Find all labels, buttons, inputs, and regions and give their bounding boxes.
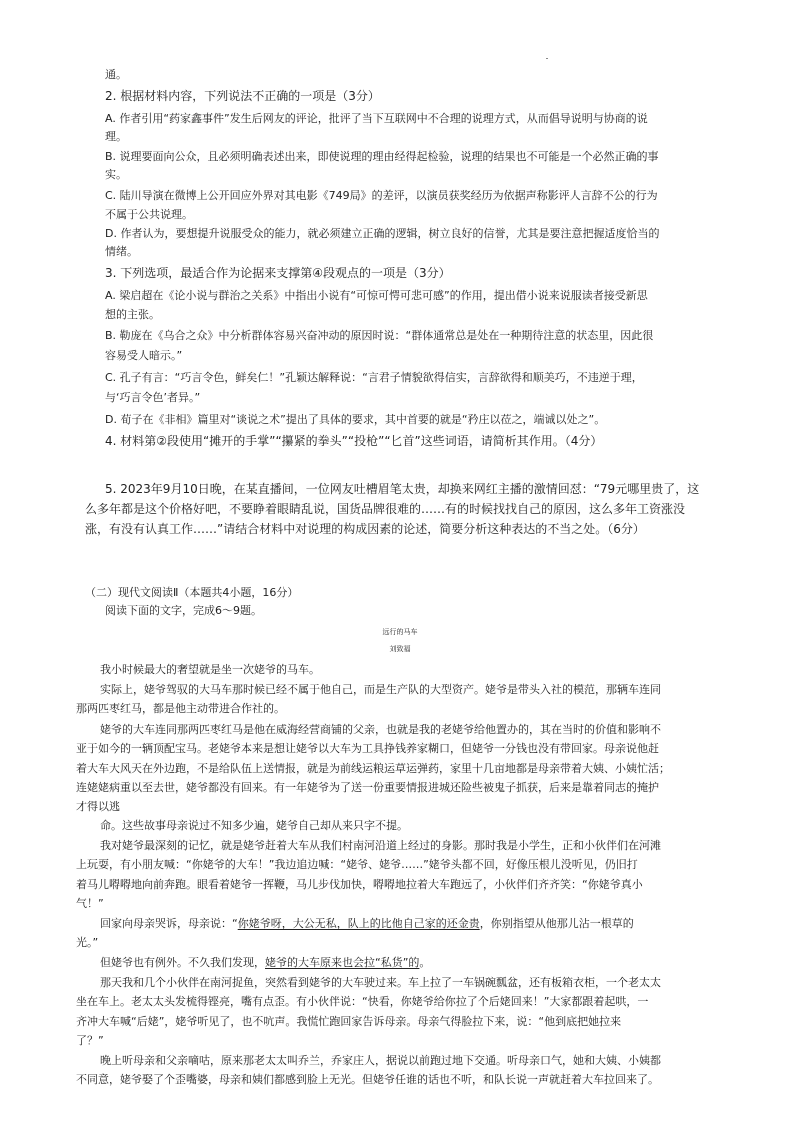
story-paragraph-8-cont: 不同意，姥爷娶了个歪嘴婆，母亲和姨们都感到脸上无光。但姥爷任谁的话也不听，和队长说一声就赶着大车拉回来了。 xyxy=(76,1073,659,1086)
story-paragraph-4-cont: 气！” xyxy=(76,897,104,910)
story-paragraph-8: 晚上听母亲和父亲嘀咕，原来那老太太叫乔兰，乔家庄人，据说以前跑过地下交通。听母亲口气，她和大姨、小姨都 xyxy=(100,1054,661,1067)
q5-line-1: 5. 2023年9月10日晚，在某直播间，一位网友吐槽眉笔太贵，却换来网红主播的激情回怼：“79元哪里贵了，这 xyxy=(105,482,700,496)
q2-option-c-cont: 不属于公共说理。 xyxy=(105,208,193,221)
q3-option-c: C. 孔子有言：“巧言令色，鲜矣仁！”孔颖达解释说：“言君子情貌欲得信实，言辞欲得和顺美巧，不违逆于理， xyxy=(105,371,643,384)
story-paragraph-3-cont: 才得以逃 xyxy=(76,800,120,813)
section-instruction: 阅读下面的文字，完成6～9题。 xyxy=(105,604,262,617)
story-paragraph-4: 我对姥爷最深刻的记忆，就是姥爷赶着大车从我们村南河沿道上经过的身影。那时我是小学生，正和小伙伴们在河滩 xyxy=(100,839,661,852)
story-paragraph-3-cont: 连姥姥病重以至去世，姥爷都没有回来。有一年姥爷为了送一份重要情报进城还险些被鬼子抓获，后来是靠着同志的掩护 xyxy=(76,781,659,794)
underlined-phrase: 姥爷的大车原来也会拉“私货”的 xyxy=(265,956,420,969)
story-paragraph-7-cont: 齐冲大车喊“后姥”，姥爷听见了，也不吭声。我慌忙跑回家告诉母亲。母亲气得脸拉下来，说：“他到底把她拉来 xyxy=(76,1015,622,1028)
prev-page-tail: 通。 xyxy=(105,68,127,81)
q3-option-a-cont: 想的主张。 xyxy=(105,308,160,321)
q2-option-a-cont: 理。 xyxy=(105,130,127,143)
q3-option-c-cont: 与‘巧言令色’者异。” xyxy=(105,391,201,404)
q2-option-b-cont: 实。 xyxy=(105,168,127,181)
q2-option-b: B. 说理要面向公众，且必须明确表述出来，即使说理的理由经得起检验，说理的结果也不可能是一个必然正确的事 xyxy=(105,150,659,163)
story-paragraph-7-cont: 了？” xyxy=(76,1034,104,1047)
q3-option-a: A. 梁启超在《论小说与群治之关系》中指出小说有“可惊可愕可悲可感”的作用，提出借小说来说服读者接受新思 xyxy=(105,289,648,302)
q3-option-d: D. 荀子在《非相》篇里对“谈说之术”提出了具体的要求，其中首要的就是“矜庄以莅之，端诚以处之”。 xyxy=(105,413,606,426)
quote-intro: 回家向母亲哭诉，母亲说：“ xyxy=(100,917,238,930)
story-paragraph-3: 姥爷的大车连同那两匹枣红马是他在威海经营商铺的父亲，也就是我的老姥爷给他置办的，其在当时的价值和影响不 xyxy=(100,723,661,736)
story-paragraph-3-cont: 亚于如今的一辆顶配宝马。老姥爷本来是想让姥爷以大车为工具挣钱养家糊口，但姥爷一分钱也没有带回家。母亲说他赶 xyxy=(76,742,659,755)
scan-speck xyxy=(546,58,548,59)
sentence-end: 。 xyxy=(419,956,431,969)
underlined-phrase: 你姥爷呀，大公无私，队上的比他自己家的还金贵 xyxy=(237,917,480,930)
story-paragraph-2-cont: 那两匹枣红马，都是他主动带进合作社的。 xyxy=(76,702,285,715)
story-paragraph-1: 我小时候最大的奢望就是坐一次姥爷的马车。 xyxy=(100,663,320,676)
story-title: 远行的马车 xyxy=(382,628,418,636)
quote-tail: ，你别指望从他那儿沾一根草的 xyxy=(479,917,634,930)
sentence-intro: 但姥爷也有例外。不久我们发现， xyxy=(100,956,265,969)
story-author: 刘致福 xyxy=(389,645,411,653)
q2-option-d: D. 作者认为，要想提升说服受众的能力，就必须建立正确的逻辑，树立良好的信誉，尤其是要注意把握适度恰当的 xyxy=(105,227,660,240)
story-paragraph-4-cont: 着马儿嘚嘚地向前奔跑。眼看着姥爷一挥鞭，马儿步伐加快，嘚嘚地拉着大车跑远了，小伙伴们齐齐笑：“你姥爷真小 xyxy=(76,878,643,891)
q2-option-c: C. 陆川导演在微博上公开回应外界对其电影《749局》的差评，以演员获奖经历为依据声称影评人言辞不公的行为 xyxy=(105,189,658,202)
q2-option-a: A. 作者引用“药家鑫事件”发生后网友的评论，批评了当下互联网中不合理的说理方式，从而倡导说明与协商的说 xyxy=(105,112,648,125)
section-heading: （二）现代文阅读Ⅱ（本题共4小题，16分） xyxy=(85,586,299,599)
story-paragraph-4-cont: 上玩耍，有小朋友喊：“你姥爷的大车！”我边追边喊：“姥爷、姥爷……”姥爷头都不回，好像压根儿没听见，仍旧打 xyxy=(76,858,638,871)
q2-stem: 2. 根据材料内容，下列说法不正确的一项是（3分） xyxy=(105,89,380,103)
story-paragraph-7-cont: 坐在车上。老太太头发梳得铿亮，嘴有点歪。有小伙伴说：“快看，你姥爷给你拉了个后姥回来！”大家都跟着起哄，一 xyxy=(76,995,649,1008)
story-paragraph-2: 实际上，姥爷驾驭的大马车那时候已经不属于他自己，而是生产队的大型资产。姥爷是带头入社的模范，那辆车连同 xyxy=(100,683,661,696)
story-paragraph-5 xyxy=(100,916,634,931)
story-paragraph-3-end: 命。这些故事母亲说过不知多少遍，姥爷自己却从来只字不提。 xyxy=(100,819,408,832)
q5-line-3: 涨，有没有认真工作……”请结合材料中对说理的构成因素的论述，简要分析这种表达的不当之处。（6分） xyxy=(85,522,645,536)
q2-option-d-cont: 情绪。 xyxy=(105,245,138,258)
story-paragraph-7: 那天我和几个小伙伴在南河捉鱼，突然看到姥爷的大车驶过来。车上拉了一车锅碗瓢盆，还有板箱衣柜，一个老太太 xyxy=(100,976,661,989)
q3-stem: 3. 下列选项，最适合作为论据来支撑第④段观点的一项是（3分） xyxy=(105,266,451,280)
story-paragraph-5-cont: 光。” xyxy=(76,936,99,949)
q3-option-b: B. 勒庞在《乌合之众》中分析群体容易兴奋冲动的原因时说：“群体通常总是处在一种期待注意的状态里，因此很 xyxy=(105,329,654,342)
story-paragraph-3-cont: 着大车大风天在外边跑，不是给队伍上送情报，就是为前线运粮运草运弹药，家里十几亩地都是母亲带着大姨、小姨忙活； xyxy=(76,762,670,775)
story-paragraph-6 xyxy=(100,955,430,970)
q3-option-b-cont: 容易受人暗示。” xyxy=(105,349,183,362)
q5-line-2: 么多年都是这个价格好吧，不要睁着眼睛乱说，国货品牌很难的……有的时候找找自己的原因，这么多年工资涨没 xyxy=(85,502,686,516)
q4-stem: 4. 材料第②段使用“摊开的手掌”“攥紧的拳头”“投枪”“匕首”这些词语，请简析其作用。（4分） xyxy=(105,434,603,448)
